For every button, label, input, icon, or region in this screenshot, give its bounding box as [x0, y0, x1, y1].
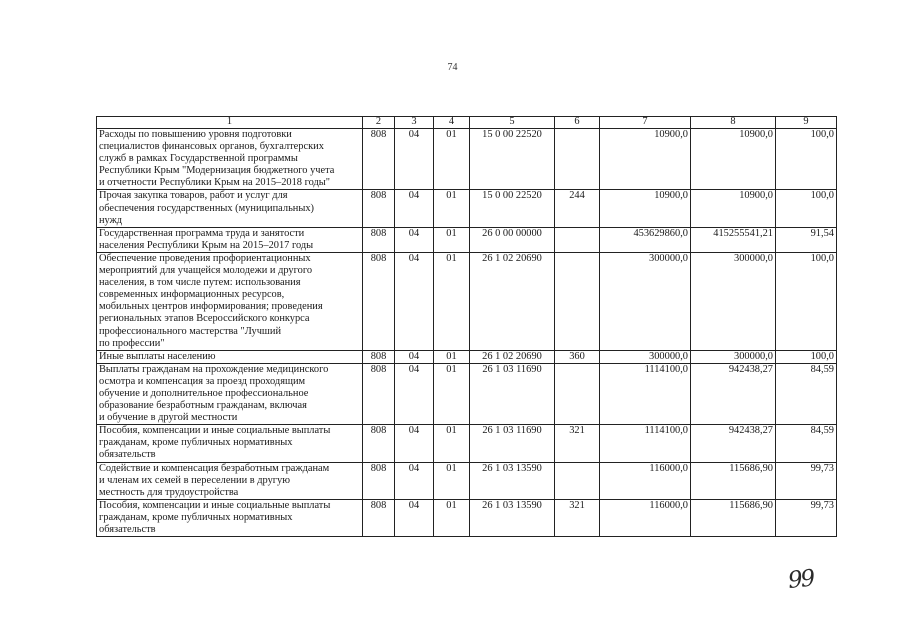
column-header: 7: [600, 117, 691, 129]
description-line: и обучение в другой местности: [99, 412, 238, 424]
column-header: 4: [434, 117, 470, 129]
subsection-cell: 01: [434, 227, 470, 252]
expense-type-cell: 321: [555, 499, 600, 536]
executed-amount-cell: 942438,27: [691, 363, 776, 424]
execution-percent-cell: 99,73: [776, 462, 837, 499]
description-line: Обеспечение проведения профориентационных: [99, 252, 311, 264]
section-cell: 04: [395, 499, 434, 536]
subsection-cell: 01: [434, 252, 470, 350]
description-line: осмотра и компенсация за проезд проходящим: [99, 375, 306, 387]
table-body: [97, 129, 837, 537]
subsection-cell: 01: [434, 462, 470, 499]
expense-type-cell: [555, 363, 600, 424]
table-header: [97, 117, 837, 129]
description-line: местность для трудоустройства: [99, 486, 239, 498]
admin-code-cell: 808: [363, 190, 395, 227]
executed-amount-cell: 10900,0: [691, 190, 776, 227]
page-number: 74: [447, 62, 458, 73]
description-line: Содействие и компенсация безработным гражданам: [99, 462, 330, 474]
expense-type-cell: [555, 252, 600, 350]
target-article-cell: 26 1 03 13590: [470, 462, 555, 499]
admin-code-cell: 808: [363, 227, 395, 252]
admin-code-cell: 808: [363, 363, 395, 424]
description-line: Пособия, компенсации и иные социальные выплаты: [99, 499, 331, 511]
description-line: и отчетности Республики Крым на 2015–2018 годы": [99, 177, 330, 189]
description-line: обязательств: [99, 524, 156, 535]
row-description: [97, 363, 363, 424]
section-cell: 04: [395, 252, 434, 350]
header-row: [97, 117, 837, 129]
row-description: [97, 129, 363, 190]
description-line: Государственная программа труда и занятости: [99, 227, 305, 239]
target-article-cell: 26 1 03 11690: [470, 425, 555, 462]
column-header: 5: [470, 117, 555, 129]
table-row: [97, 190, 837, 227]
subsection-cell: 01: [434, 350, 470, 363]
admin-code-cell: 808: [363, 499, 395, 536]
row-description: [97, 462, 363, 499]
execution-percent-cell: 100,0: [776, 190, 837, 227]
execution-percent-cell: 84,59: [776, 363, 837, 424]
row-description: [97, 252, 363, 350]
section-cell: 04: [395, 227, 434, 252]
row-description: [97, 227, 363, 252]
table-row: [97, 363, 837, 424]
table-row: [97, 227, 837, 252]
executed-amount-cell: 415255541,21: [691, 227, 776, 252]
target-article-cell: 26 1 02 20690: [470, 252, 555, 350]
description-line: нужд: [99, 214, 123, 226]
admin-code-cell: 808: [363, 350, 395, 363]
section-cell: 04: [395, 363, 434, 424]
column-header: 6: [555, 117, 600, 129]
table-row: [97, 252, 837, 350]
planned-amount-cell: 10900,0: [600, 190, 691, 227]
section-cell: 04: [395, 425, 434, 462]
table-row: [97, 462, 837, 499]
execution-percent-cell: 100,0: [776, 350, 837, 363]
description-line: гражданам, кроме публичных нормативных: [99, 437, 293, 449]
planned-amount-cell: 453629860,0: [600, 227, 691, 252]
expense-type-cell: [555, 227, 600, 252]
admin-code-cell: 808: [363, 462, 395, 499]
description-line: Республики Крым "Модернизация бюджетного учета: [99, 165, 335, 177]
section-cell: 04: [395, 190, 434, 227]
description-line: Выплаты гражданам на прохождение медицинского: [99, 363, 329, 375]
column-header: 9: [776, 117, 837, 129]
executed-amount-cell: 300000,0: [691, 350, 776, 363]
executed-amount-cell: 300000,0: [691, 252, 776, 350]
description-line: мероприятий для учащейся молодежи и другого: [99, 265, 313, 277]
subsection-cell: 01: [434, 499, 470, 536]
expense-type-cell: 321: [555, 425, 600, 462]
section-cell: 04: [395, 129, 434, 190]
planned-amount-cell: 116000,0: [600, 462, 691, 499]
table-row: [97, 350, 837, 363]
description-line: образование безработным гражданам, включая: [99, 400, 307, 412]
section-cell: 04: [395, 462, 434, 499]
row-description: [97, 425, 363, 462]
description-line: обеспечения государственных (муниципальных): [99, 202, 315, 214]
table-row: [97, 129, 837, 190]
row-description: [97, 190, 363, 227]
description-line: современных информационных ресурсов,: [99, 289, 285, 301]
target-article-cell: 15 0 00 22520: [470, 129, 555, 190]
expense-type-cell: 244: [555, 190, 600, 227]
handwritten-page-mark: 99: [786, 565, 815, 595]
expense-type-cell: [555, 462, 600, 499]
description-line: и членам их семей в переселении в другую: [99, 474, 291, 486]
execution-percent-cell: 100,0: [776, 129, 837, 190]
description-line: профессионального мастерства "Лучший: [99, 325, 282, 337]
planned-amount-cell: 116000,0: [600, 499, 691, 536]
planned-amount-cell: 1114100,0: [600, 363, 691, 424]
table-row: [97, 499, 837, 536]
description-line: служб в рамках Государственной программы: [99, 153, 298, 165]
row-description: [97, 350, 363, 363]
section-cell: 04: [395, 350, 434, 363]
column-header: 3: [395, 117, 434, 129]
description-line: по профессии": [99, 337, 165, 349]
target-article-cell: 26 1 03 11690: [470, 363, 555, 424]
description-line: специалистов финансовых органов, бухгалтерских: [99, 141, 324, 153]
description-line: обучение и дополнительное профессиональное: [99, 387, 309, 399]
target-article-cell: 26 1 03 13590: [470, 499, 555, 536]
description-line: обязательств: [99, 449, 156, 461]
description-line: региональных этапов Всероссийского конкурса: [99, 313, 310, 325]
executed-amount-cell: 115686,90: [691, 499, 776, 536]
description-line: населения Республики Крым на 2015–2017 годы: [99, 239, 314, 251]
admin-code-cell: 808: [363, 129, 395, 190]
planned-amount-cell: 300000,0: [600, 252, 691, 350]
target-article-cell: 26 1 02 20690: [470, 350, 555, 363]
description-line: населения, в том числе путем: использования: [99, 277, 301, 289]
admin-code-cell: 808: [363, 252, 395, 350]
admin-code-cell: 808: [363, 425, 395, 462]
planned-amount-cell: 300000,0: [600, 350, 691, 363]
description-line: мобильных центров информирования; проведения: [99, 301, 323, 313]
executed-amount-cell: 115686,90: [691, 462, 776, 499]
expense-type-cell: 360: [555, 350, 600, 363]
column-header: 1: [97, 117, 363, 129]
subsection-cell: 01: [434, 129, 470, 190]
description-line: Иные выплаты населению: [99, 350, 216, 362]
subsection-cell: 01: [434, 425, 470, 462]
budget-table: [96, 116, 837, 537]
execution-percent-cell: 100,0: [776, 252, 837, 350]
description-line: Пособия, компенсации и иные социальные выплаты: [99, 425, 331, 437]
description-line: Расходы по повышению уровня подготовки: [99, 129, 292, 140]
execution-percent-cell: 91,54: [776, 227, 837, 252]
description-line: Прочая закупка товаров, работ и услуг для: [99, 190, 288, 202]
subsection-cell: 01: [434, 190, 470, 227]
column-header: 2: [363, 117, 395, 129]
executed-amount-cell: 942438,27: [691, 425, 776, 462]
execution-percent-cell: 99,73: [776, 499, 837, 536]
execution-percent-cell: 84,59: [776, 425, 837, 462]
column-header: 8: [691, 117, 776, 129]
planned-amount-cell: 1114100,0: [600, 425, 691, 462]
target-article-cell: 26 0 00 00000: [470, 227, 555, 252]
planned-amount-cell: 10900,0: [600, 129, 691, 190]
subsection-cell: 01: [434, 363, 470, 424]
row-description: [97, 499, 363, 536]
target-article-cell: 15 0 00 22520: [470, 190, 555, 227]
executed-amount-cell: 10900,0: [691, 129, 776, 190]
description-line: гражданам, кроме публичных нормативных: [99, 511, 293, 523]
expense-type-cell: [555, 129, 600, 190]
table-row: [97, 425, 837, 462]
